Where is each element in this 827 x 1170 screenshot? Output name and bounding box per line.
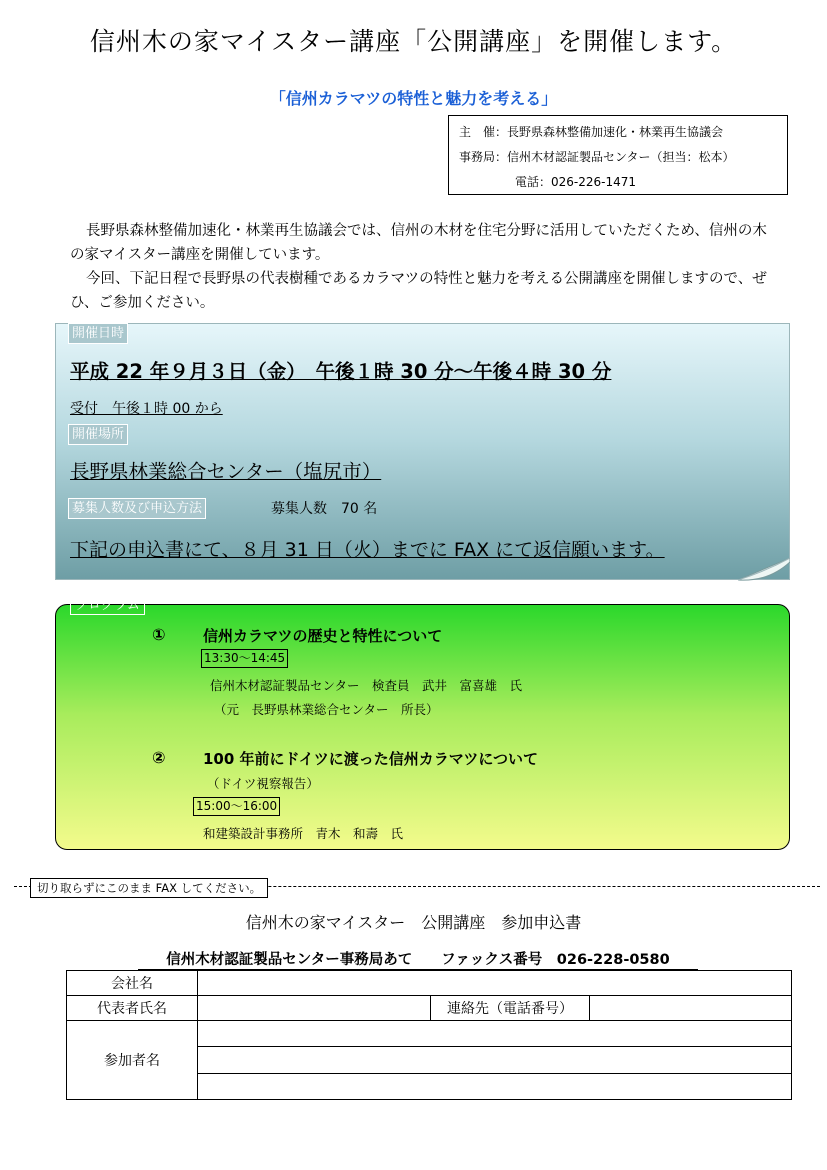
reception-time: 受付 午後１時 00 から [70, 401, 223, 417]
contact-field[interactable] [590, 996, 792, 1021]
intro-paragraph-1: 長野県森林整備加速化・林業再生協議会では、信州の木材を住宅分野に活用していただくため、信州の木の家マイスター講座を開催しています。 [70, 223, 767, 263]
program-item-1-note: （元 長野県林業総合センター 所長） [214, 702, 439, 717]
organizer-host: 主 催：長野県森林整備加速化・林業再生協議会 [459, 125, 724, 139]
subtitle: 「信州カラマツの特性と魅力を考える」 [269, 89, 558, 108]
capacity-tag: 募集人数及び申込方法 [68, 498, 206, 519]
form-title: 信州木の家マイスター 公開講座 参加申込書 [245, 913, 582, 932]
program-item-1-time: 13:30～14:45 [201, 649, 288, 668]
event-place: 長野県林業総合センター（塩尻市） [70, 460, 382, 483]
organizer-office: 事務局：信州木材認証製品センター（担当：松本） [459, 150, 735, 164]
company-field[interactable] [198, 971, 792, 996]
program-tag: プログラム [70, 596, 145, 615]
program-item-2-note: （ドイツ視察報告） [207, 776, 319, 791]
participant-field-1[interactable] [198, 1021, 792, 1047]
program-item-1-title: 信州カラマツの歴史と特性について [203, 627, 443, 645]
page-curl-decoration [738, 558, 790, 582]
application-form [66, 970, 792, 1100]
place-tag: 開催場所 [68, 424, 128, 445]
contact-label: 連絡先（電話番号） [431, 996, 590, 1021]
organizer-box [448, 115, 788, 195]
program-item-2-number: ② [152, 748, 166, 767]
participant-field-3[interactable] [198, 1073, 792, 1099]
program-item-1-number: ① [152, 625, 166, 644]
organizer-phone: 電話：026-226-1471 [515, 175, 637, 189]
apply-instructions: 下記の申込書にて、８月 31 日（火）までに FAX にて返信願います。 [70, 539, 665, 561]
page-title: 信州木の家マイスター講座「公開講座」を開催します。 [89, 27, 738, 56]
event-date: 平成 22 年９月３日（金） 午後１時 30 分～午後４時 30 分 [70, 360, 612, 383]
capacity: 募集人数 70 名 [271, 501, 378, 517]
representative-label: 代表者氏名 [67, 996, 198, 1021]
program-item-1-speaker: 信州木材認証製品センター 検査員 武井 富喜雄 氏 [210, 678, 523, 693]
program-item-2-speaker: 和建築設計事務所 青木 和壽 氏 [203, 826, 404, 841]
representative-field[interactable] [198, 996, 431, 1021]
intro-text [70, 219, 780, 315]
intro-paragraph-2: 今回、下記日程で長野県の代表樹種であるカラマツの特性と魅力を考える公開講座を開催しますので、ぜひ、ご参加ください。 [70, 271, 767, 311]
cut-label: 切り取らずにこのまま FAX してください。 [30, 878, 268, 898]
program-item-2-time: 15:00～16:00 [193, 797, 280, 816]
company-label: 会社名 [67, 971, 198, 996]
participants-label: 参加者名 [67, 1021, 198, 1100]
program-item-2-title: 100 年前にドイツに渡った信州カラマツについて [203, 750, 539, 768]
date-tag: 開催日時 [68, 323, 128, 344]
fax-number: 信州木材認証製品センター事務局あて ファックス番号 026-228-0580 [138, 948, 698, 971]
participant-field-2[interactable] [198, 1047, 792, 1073]
